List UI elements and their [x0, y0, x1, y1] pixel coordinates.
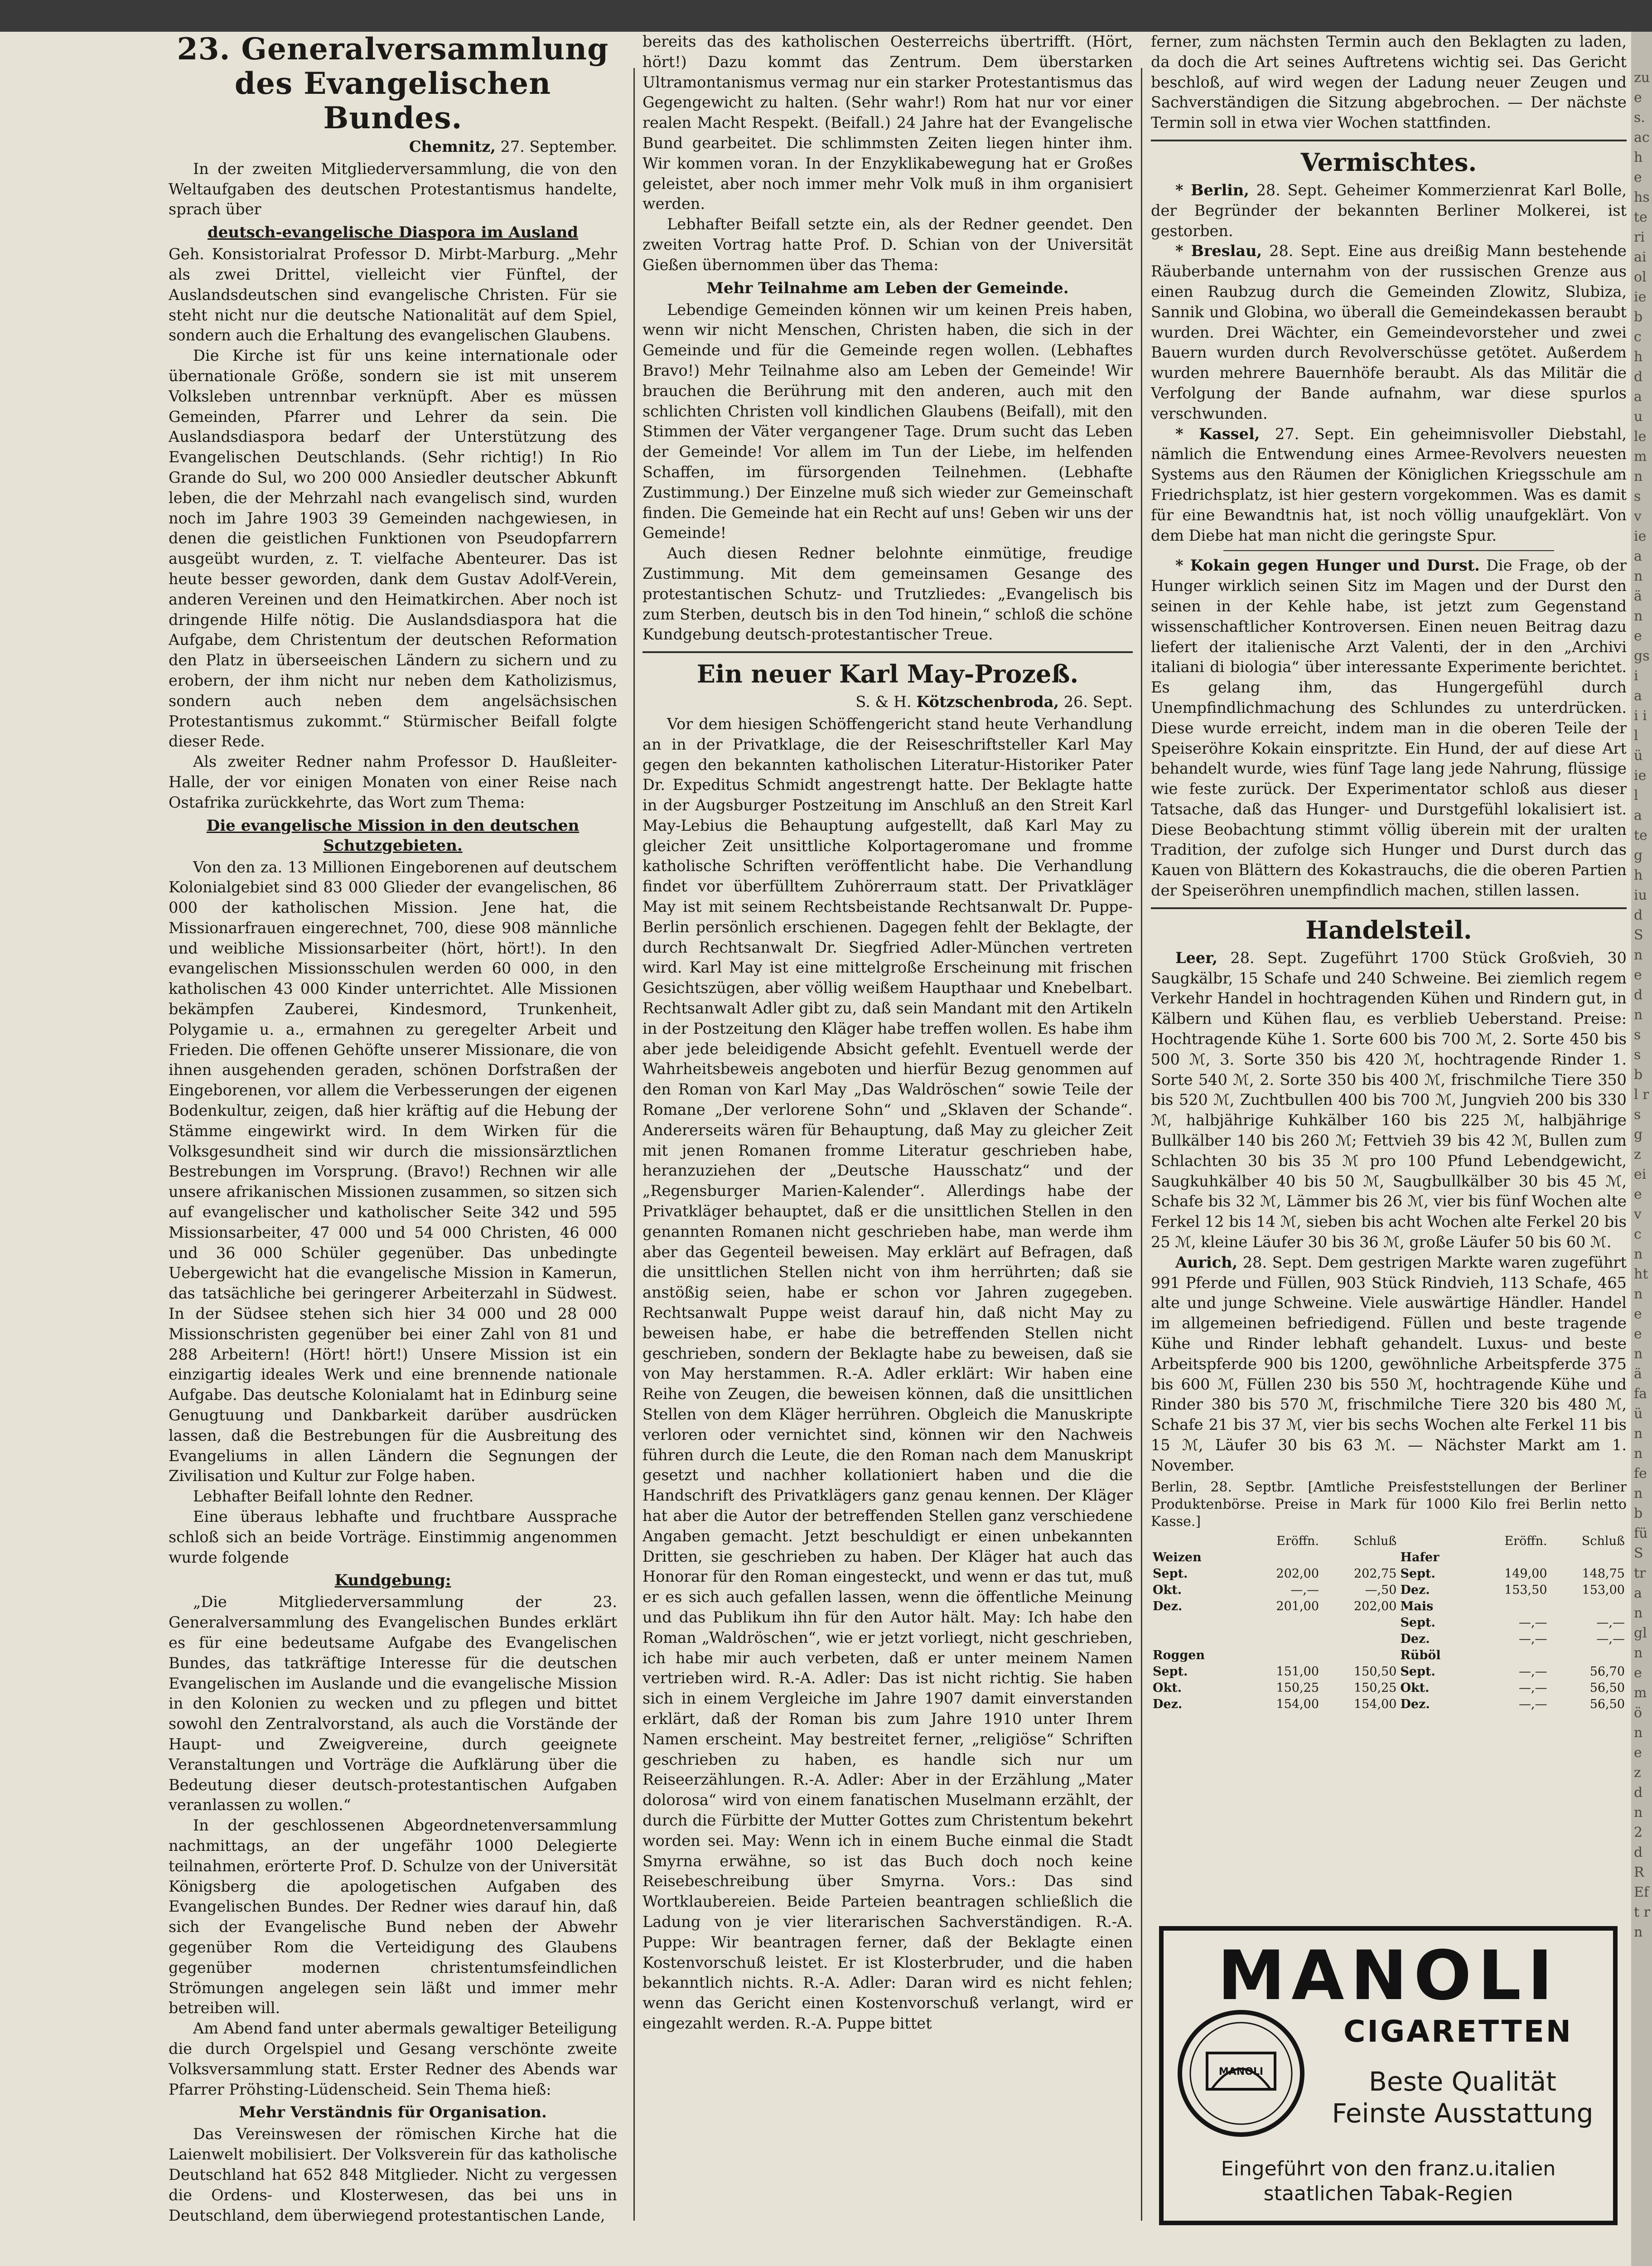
- dateline-place: Kötzschenbroda,: [916, 693, 1059, 711]
- table-row: [1151, 1582, 1627, 1598]
- section-title-trade: Handelsteil.: [1305, 915, 1472, 944]
- ad-tagline-1: Beste Qualität: [1369, 2066, 1556, 2097]
- table-cell: [1244, 1631, 1321, 1647]
- article-title-line1: 23. Generalversammlung: [177, 32, 609, 67]
- ad-footer-2: staatlichen Tabak-Regien: [1263, 2182, 1513, 2205]
- table-cell: Sept.: [1400, 1664, 1435, 1679]
- column-rule-left: [633, 68, 635, 2221]
- dateline-place: Chemnitz,: [409, 138, 496, 155]
- adjacent-page-text: zu es. ache hste ri ai ol ie b ch d au le m n s v ie a n ä ne gs i a i il ü ie l a te g h iu d S n e d n s s b l r s g z ei e v c n ht ne en ä fa ün n fe n b fü S tra n gl n e m ö n e z d n 2 d R Eft rn: [1634, 70, 1650, 1940]
- news-text: 27. Sept. Ein geheimnisvoller Diebstahl, nämlich die Entwendung eines Armee-Revolvers neuesten Systems aus den Räumen der Königlichen Kriegsschule am Friedrichsplatz, ist hier gestern vorgekommen. Was es damit für eine Bewandtnis hat, ist noch völlig unaufgeklärt. Von dem Diebe hat man nicht die geringste Spur.: [1151, 425, 1627, 544]
- table-row: [1151, 1664, 1627, 1680]
- article-title-line2: des Evangelischen Bundes.: [234, 66, 551, 136]
- paragraph: Am Abend fand unter abermals gewaltiger Beteiligung die durch Orgelspiel und Gesang verschönte zweite Volksversammlung statt. Erster Redner des Abends war Pfarrer Pröhsting-Lüdenscheid. Sein Thema hieß:: [169, 2019, 617, 2098]
- table-cell: [1321, 1549, 1398, 1566]
- table-cell: Hafer: [1400, 1550, 1439, 1564]
- item-divider: [1223, 550, 1554, 551]
- table-cell: Dez.: [1153, 1697, 1183, 1711]
- market-text: 28. Sept. Dem gestrigen Markte waren zugeführt 991 Pferde und Füllen, 903 Stück Rindvieh, 113 Schafe, 465 alte und junge Schweine. Viele auswärtige Händler. Handel im allgemeinen befriedigend. Füllen und beste tragende Kühe und Rinder lebhaft gehandelt. Luxus- und beste Arbeitspferde 900 bis 1200, gewöhnliche Arbeitspferde 375 bis 600 ℳ, Füllen 230 bis 550 ℳ, hochtragende Kühe und Rinder 380 bis 570 ℳ, frischmilche Tiere 320 bis 480 ℳ, Schafe 21 bis 37 ℳ, vier bis sechs Wochen alte Ferkel 11 bis 15 ℳ, Läufer 30 bis 63 ℳ. — Nächster Markt am 1. November.: [1151, 1253, 1627, 1474]
- paragraph: Geh. Konsistorialrat Professor D. Mirbt-Marburg. „Mehr als zwei Drittel, vielleicht vier Fünftel, der Auslandsdeutschen sind evangelische Christen. Für sie steht nicht nur die deutsche Nationalität auf dem Spiel, sondern auch die Erhaltung des evangelischen Glaubens.: [169, 245, 617, 344]
- market-text: 28. Sept. Zugeführt 1700 Stück Großvieh, 30 Saugkälbr, 15 Schafe und 240 Schweine. Bei ziemlich regem Verkehr Handel in hochtragenden Kühen und Rindern gut, in Kälbern und Kühen flau, es verblieb Ueberstand. Preise: Hochtragende Kühe 1. Sorte 600 bis 700 ℳ, 2. Sorte 450 bis 500 ℳ, 3. Sorte 350 bis 420 ℳ, hochtragende Rinder 1. Sorte 540 ℳ, 2. Sorte 350 bis 400 ℳ, frischmilche Tiere 350 bis 520 ℳ, Zuchtbullen 400 bis 700 ℳ, Jungvieh 200 bis 330 ℳ, halbjährige Kuhkälber 160 bis 225 ℳ, halbjährige Bullkälber 140 bis 260 ℳ; Fettvieh 39 bis 42 ℳ, Bullen zum Schlachten 30 bis 35 ℳ pro 100 Pfund Lebendgewicht, Saugkuhkälber 40 bis 50 ℳ, Saugbullkälber 30 bis 45 ℳ, Schafe bis 32 ℳ, Lämmer bis 26 ℳ, vier bis fünf Wochen alte Ferkel 12 bis 14 ℳ, sieben bis acht Wochen alte Ferkel 20 bis 25 ℳ, kleine Läufer 30 bis 36 ℳ, große Läufer 50 bis 60 ℳ.: [1151, 949, 1627, 1251]
- table-cell: [1151, 1615, 1244, 1631]
- table-cell: Dez.: [1400, 1632, 1430, 1646]
- table-cell: Sept.: [1400, 1615, 1435, 1630]
- market-report: [1151, 948, 1627, 1253]
- table-cell: 56,70: [1589, 1664, 1625, 1679]
- table-cell: 148,75: [1582, 1566, 1625, 1581]
- subheading: Mehr Teilnahme am Leben der Gemeinde.: [706, 279, 1069, 297]
- table-cell: 153,00: [1582, 1583, 1625, 1597]
- paragraph: In der zweiten Mitgliederversammlung, die von den Weltaufgaben des deutschen Protestantismus handelte, sprach über: [169, 160, 617, 218]
- dateline: [169, 137, 617, 157]
- article-title: Ein neuer Karl May-Prozeß.: [696, 659, 1079, 689]
- table-cell: Okt.: [1400, 1680, 1430, 1695]
- table-cell: [1151, 1631, 1244, 1647]
- section-divider: [1151, 907, 1627, 909]
- market-report: [1151, 1253, 1627, 1476]
- table-cell: [1244, 1549, 1321, 1566]
- table-cell: 56,50: [1589, 1697, 1625, 1711]
- table-cell: Okt.: [1153, 1680, 1182, 1695]
- table-cell: [1244, 1647, 1321, 1664]
- column-header: Eröffn.: [1276, 1534, 1319, 1548]
- exchange-heading: Berlin, 28. Septbr. [Amtliche Preisfeststellungen der Berliner Produktenbörse. Preise in Mark für 1000 Kilo frei Berlin netto Kasse.]: [1151, 1479, 1627, 1530]
- subheading: deutsch-evangelische Diaspora im Ausland: [207, 223, 579, 242]
- paragraph: bereits das des katholischen Oesterreichs übertrifft. (Hört, hört!) Dazu kommt das Zentrum. Dem überstarken Ultramontanismus vermag nur ein starker Protestantismus das Gegengewicht zu halten. (Sehr wahr!) Rom hat nur vor einer realen Macht Respekt. (Beifall.) 24 Jahre hat der Evangelische Bund gearbeitet. Die schlimmsten Zeiten liegen hinter ihm. Wir kommen voran. In der Enzyklikabewegung hat er Großes geleistet, aber noch immer mehr Volk muß in ihm organisiert werden.: [642, 33, 1133, 213]
- column-right: [1151, 32, 1627, 2243]
- table-cell: [1549, 1549, 1627, 1566]
- emblem-lettering: MANOLI: [1218, 2066, 1264, 2077]
- news-item: [1151, 424, 1627, 546]
- paragraph: In der geschlossenen Abgeordnetenversammlung nachmittags, an der ungefähr 1000 Delegierte teilnahmen, erörterte Prof. D. Schulze von der Universität Königsberg die apologetischen Aufgaben des Evangelischen Bundes. Der Redner wies darauf hin, daß sich der Evangelische Bund neben der Abwehr gegenüber Rom die Verteidigung des Glaubens gegenüber modernen christentumsfeindlichen Strömungen angelegen sein läßt und immer mehr betreiben will.: [169, 1816, 617, 2017]
- table-cell: [1549, 1647, 1627, 1664]
- exchange-price-table: [1151, 1533, 1627, 1713]
- column-rule-right: [1141, 68, 1142, 2221]
- table-cell: 201,00: [1276, 1599, 1319, 1613]
- news-place: * Breslau,: [1175, 242, 1262, 260]
- ad-tagline-2: Feinste Ausstattung: [1332, 2098, 1594, 2129]
- dateline-date: 26. Sept.: [1063, 693, 1133, 711]
- ad-footer-1: Eingeführt von den franz.u.italien: [1221, 2157, 1556, 2180]
- news-title: * Kokain gegen Hunger und Durst.: [1175, 557, 1480, 575]
- table-row: [1151, 1631, 1627, 1647]
- paragraph: Von den za. 13 Millionen Eingeborenen auf deutschem Kolonialgebiet sind 83 000 Glieder der evangelischen, 86 000 der katholischen Mission. Jene hat, die Missionarfrauen eingerechnet, 700, diese 908 männliche und weibliche Missionsarbeiter (hört, hört!). In den evangelischen Missionsschulen werden 60 000, in den katholischen 43 000 Kinder unterrichtet. Alle Missionen bekämpfen Zauberei, Kindesmord, Trunkenheit, Polygamie u. a., ermahnen zu geregelter Arbeit und Frieden. Die offenen Gehöfte unserer Missionare, die von ihnen ausgehenden geraden, schönen Dorfstraßen der Eingeborenen, vor allem die Verbesserungen der eigenen Bodenkultur, zeigen, daß hier kräftig auf die Hebung der Stämme eingewirkt wird. In dem Wirken für die Volksgesundheit sind wir durch die missionsärztlichen Bestrebungen im Vorsprung. (Bravo!) Rechnen wir alle unsere afrikanischen Missionen zusammen, so sitzen sich auf evangelischer und katholischer Seite 342 und 595 Missionsarbeiter, 47 000 und 54 000 Christen, 46 000 und 36 000 Schüler gegenüber. Das unbedingte Uebergewicht hat die evangelische Mission in Kamerun, das tatsächliche bei geringerer Arbeiterzahl in Südwest. In der Südsee stehen sich hier 34 000 und 28 000 Missionschristen gegenüber bei einer Zahl von 81 und 288 Arbeitern! (Hört! hört!) Unsere Mission ist ein einzigartig ideales Werk und eine brennende nationale Aufgabe. Das deutsche Kolonialamt hat in Edinburg seine Genugtuung und Dankbarkeit darüber ausdrücken lassen, daß die Bestrebungen für die Ausbreitung des Evangeliums in allen Ländern die Segnungen der Zivilisation und Kultur zur Folge haben.: [169, 858, 617, 1485]
- table-cell: Okt.: [1153, 1583, 1182, 1597]
- section-divider: [642, 651, 1133, 653]
- table-cell: —,—: [1518, 1680, 1547, 1695]
- table-cell: Weizen: [1153, 1550, 1202, 1564]
- table-cell: Dez.: [1400, 1697, 1430, 1711]
- paragraph: Lebhafter Beifall setzte ein, als der Redner geendet. Den zweiten Vortrag hatte Prof. D. Schian von der Universität Gießen übernommen über das Thema:: [642, 215, 1133, 274]
- table-row: [1151, 1549, 1627, 1566]
- table-cell: Sept.: [1153, 1664, 1188, 1679]
- column-middle: [642, 32, 1133, 2243]
- table-row: [1151, 1680, 1627, 1696]
- table-cell: —,—: [1596, 1615, 1625, 1630]
- table-cell: 153,50: [1504, 1583, 1547, 1597]
- table-cell: [1321, 1631, 1398, 1647]
- news-item: [1151, 556, 1627, 901]
- table-cell: Mais: [1400, 1599, 1434, 1613]
- table-cell: 154,00: [1353, 1697, 1397, 1711]
- table-row: [1151, 1598, 1627, 1615]
- subheading: Die evangelische Mission in den deutschen Schutzgebieten.: [206, 816, 580, 855]
- paragraph: Die Kirche ist für uns keine internationale oder übernationale Größe, sondern sie ist mit unserem Volksleben untrennbar verknüpft. Aber es müssen Gemeinden, Pfarrer und Lehrer da sein. Die Auslandsdiaspora bedarf der Unterstützung des Evangelischen Deutschlands. (Sehr richtig!) In Rio Grande do Sul, wo 200 000 Ansiedler deutscher Abkunft leben, die der Mehrzahl nach evangelisch sind, wurden noch im Jahre 1903 39 Gemeinden nachgewiesen, in denen die geistlichen Funktionen von Pseudopfarrern ausgeübt wurden, z. T. vielfache Abenteurer. Das ist heute besser geworden, dank dem Gustav Adolf-Verein, anderen Vereinen und den Heimatkirchen. Aber noch ist dringende Hilfe nötig. Die Auslandsdiaspora hat die Aufgabe, dem Christentum der deutschen Reformation den Platz in überseeischen Ländern zu sichern und zu erobern, der ihm nicht nur neben dem Katholizismus, sondern auch neben dem angelsächsischen Protestantismus zukommt.“ Stürmischer Beifall folgte dieser Rede.: [169, 347, 617, 750]
- table-row: [1151, 1647, 1627, 1664]
- table-row: [1151, 1615, 1627, 1631]
- paragraph: Auch diesen Redner belohnte einmütige, freudige Zustimmung. Mit dem gemeinsamen Gesange des protestantischen Schutz- und Trutzliedes: „Evangelisch bis zum Sterben, deutsch bis in den Tod hinein,“ schloß die schöne Kundgebung deutsch-protestantischer Treue.: [642, 544, 1133, 644]
- dateline: [642, 692, 1133, 712]
- table-row: [1151, 1696, 1627, 1713]
- table-cell: [1472, 1598, 1549, 1615]
- paragraph: „Die Mitgliederversammlung der 23. Generalversammlung des Evangelischen Bundes erklärt es für eine bedeutsame Aufgabe des Evangelischen Bundes, das tatkräftige Interesse für die deutschen Evangelischen im Auslande und die evangelische Mission in den Kolonien zu wecken und zu pflegen und bittet sowohl den Zentralvorstand, als auch die Vorstände der Haupt- und Zweigvereine, durch geeignete Veranstaltungen und Vorträge die Aufklärung über die Bedeutung dieser deutsch-protestantischen Aufgaben veranlassen zu wollen.“: [169, 1593, 617, 1814]
- section-title-misc: Vermischtes.: [1300, 147, 1477, 177]
- tobacco-emblem-icon: [1175, 1999, 1307, 2148]
- table-cell: 151,00: [1276, 1664, 1319, 1679]
- table-cell: [1321, 1647, 1398, 1664]
- table-cell: [1472, 1549, 1549, 1566]
- paragraph: Als zweiter Redner nahm Professor D. Haußleiter-Halle, der vor einigen Monaten von einer Reise nach Ostafrika zurückkehrte, das Wort zum Thema:: [169, 753, 617, 811]
- paragraph: Vor dem hiesigen Schöffengericht stand heute Verhandlung an in der Privatklage, die der Reiseschriftsteller Karl May gegen den bekannten katholischen Literatur-Historiker Pater Dr. Expeditus Schmidt angestrengt hatte. Der Beklagte hatte in der Augsburger Postzeitung im Anschluß an den Streit Karl May-Lebius die Behauptung aufgestellt, daß Karl May zu gleicher Zeit unsittliche Kolportageromane und fromme katholische Schriften veröffentlicht habe. Die Verhandlung findet vor überfülltem Zuhörerraum statt. Der Privatkläger May ist mit seinem Rechtsbeistande Rechtsanwalt Dr. Puppe-Berlin persönlich erschienen. Dagegen fehlt der Beklagte, der durch Rechtsanwalt Dr. Siegfried Adler-München vertreten wird. Karl May ist eine mittelgroße Erscheinung mit frischen Gesichtszügen, aber völlig weißem Haupthaar und Knebelbart. Rechtsanwalt Adler gibt zu, daß sein Mandant mit den Artikeln in der Postzeitung den Kläger habe treffen wollen. Es habe ihm aber jede beleidigende Absicht gefehlt. Eventuell werde der Wahrheitsbeweis angeboten und hierfür Bezug genommen auf den Roman von Karl May „Das Waldröschen“ sowie Teile der Romane „Der verlorene Sohn“ und „Sklaven der Schande“. Andererseits wären für Behauptung, daß May zu gleicher Zeit mit jenen Romanen fromme Literatur geschrieben habe, heranzuziehen der „Deutsche Hausschatz“ und der „Regensburger Marien-Kalender“. Allerdings habe der Privatkläger behauptet, daß er die unsittlichen Stellen in den genannten Romanen nicht geschrieben habe, man werde ihm aber das Gegenteil beweisen. May erklärt auf Befragen, daß die unsittlichen Stellen nicht von ihm herrührten; daß sie anstößig seien, habe er schon vor Jahren zugegeben. Rechtsanwalt Puppe weist darauf hin, daß nicht May zu beweisen habe, er habe die betreffenden Stellen nicht geschrieben, sondern der Beklagte habe zu beweisen, daß sie von May herstammen. R.-A. Adler erklärt: Wir haben eine Reihe von Zeugen, die beweisen können, daß die unsittlichen Stellen von dem Kläger herrühren. Obgleich die Manuskripte verloren oder vernichtet sind, können wir den Nachweis führen durch die Leute, die den Roman nach dem Manuskript gesetzt und nachher kollationiert haben und die die Handschrift des Privatklägers ganz genau kennen. Der Kläger hat aber die Autor der betreffenden Stellen ganz verschiedene Angaben gemacht. Jetzt beschuldigt er einen unbekannten Dritten, sie geschrieben zu haben. Der Kläger hat auch das Honorar für den Roman eingesteckt, und wenn er das tut, muß er es sich auch gefallen lassen, wenn die öffentliche Meinung und das Publikum ihn für den Autor hält. May: Ich habe den Roman „Waldröschen“, wie er jetzt vorliegt, nicht geschrieben, ich habe mir auch verbeten, daß er unter meinem Namen vertrieben wird. R.-A. Adler: Das ist nicht richtig. Sie haben sich in einem Vergleiche im Jahre 1907 damit einverstanden erklärt, daß der Roman bis zum Jahre 1910 unter Ihrem Namen erscheint. May bestreitet ferner, „religiöse“ Schriften geschrieben zu haben, es handle sich nur um Reiseerzählungen. R.-A. Adler: Aber in der Erzählung „Mater dolorosa“ wird von einem fanatischen Muselmann erzählt, der durch die Fürbitte der Mutter Gottes zum Christentum bekehrt worden sei. May: Wenn ich in einem Buche einmal die Stadt Smyrna erwähne, so ist das Buch doch noch keine Reisebeschreibung über Smyrna. Vors.: Das sind Wortklaubereien. Beide Parteien beantragen schließlich die Ladung von je vier literarischen Sachverständigen. R.-A. Puppe: Wir beantragen ferner, daß der Beklagte einen Kostenvorschuß leistet. Er ist Klosterbruder, und die haben bekanntlich nichts. R.-A. Adler: Daran wird es nicht fehlen; wenn das Gericht einen Kostenvorschuß verlangt, wird er eingezahlt werden. R.-A. Puppe bittet: [642, 715, 1133, 2032]
- ad-subbrand: CIGARETTEN: [1343, 2014, 1573, 2049]
- manoli-advertisement: [1159, 1926, 1618, 2225]
- news-place: * Berlin,: [1175, 181, 1249, 199]
- paragraph: Das Vereinswesen der römischen Kirche hat die Laienwelt mobilisiert. Der Volksverein für das katholische Deutschland hat 652 848 Mitglieder. Nicht zu vergessen die Ordens- und Klosterwesen, das bei uns in Deutschland, dem überwiegend protestantischen Lande,: [169, 2125, 617, 2224]
- dateline-source: S. & H.: [855, 693, 912, 711]
- news-item: [1151, 180, 1627, 241]
- market-place: Leer,: [1175, 949, 1218, 967]
- table-cell: Dez.: [1400, 1583, 1430, 1597]
- table-cell: —,—: [1290, 1583, 1319, 1597]
- paragraph: Lebhafter Beifall lohnte den Redner.: [193, 1487, 474, 1506]
- subheading: Mehr Verständnis für Organisation.: [239, 2103, 547, 2122]
- table-cell: 149,00: [1504, 1566, 1547, 1581]
- table-cell: 202,75: [1353, 1566, 1397, 1581]
- table-cell: Roggen: [1153, 1648, 1205, 1662]
- news-text: Die Frage, ob der Hunger wirklich seinen Sitz im Magen und der Durst den seinen in der Kehle habe, ist jetzt zum Gegenstand wissenschaftlicher Kontroversen. Einen neuen Beitrag dazu liefert der italienische Arzt Valenti, der in den „Archivi italiani di biologia“ über interessante Experimente berichtet. Es gelang ihm, das Hungergefühl durch Unempfindlichmachung des Schlundes zu unterdrücken. Diese wurde erreicht, indem man in die oberen Teile der Speiseröhre Kokain einspritzte. Ein Hund, der auf diese Art behandelt wurde, wies fünf Tage lang jede Nahrung, flüssige wie feste zurück. Der Experimentator schloß aus dieser Tatsache, daß das Hunger- und Durstgefühl lokalisiert ist. Diese Beobachtung stimmt völlig überein mit der uralten Tradition, der zufolge sich Hunger und Durst durch das Kauen von Blättern des Kokastrauchs, die die oberen Partien der Speiseröhren unempfindlich machen, stillen lassen.: [1151, 557, 1627, 900]
- paragraph: ferner, zum nächsten Termin auch den Beklagten zu laden, da doch die Art seines Auftretens wichtig sei. Das Gericht beschloß, auf wird wegen der Ladung neuer Zeugen und Sachverständigen die Sitzung abgebrochen. — Der nächste Termin soll in etwa vier Wochen stattfinden.: [1151, 33, 1627, 132]
- paragraph: Eine überaus lebhafte und fruchtbare Aussprache schloß sich an beide Vorträge. Einstimmig angenommen wurde folgende: [169, 1508, 617, 1566]
- subheading: Kundgebung:: [334, 1571, 451, 1590]
- news-text: 28. Sept. Geheimer Kommerzienrat Karl Bolle, der Begründer der bekannten Berliner Molkerei, ist gestorben.: [1151, 181, 1627, 240]
- news-place: * Kassel,: [1175, 425, 1260, 443]
- dateline-date: 27. September.: [500, 138, 617, 155]
- table-cell: [1549, 1598, 1627, 1615]
- table-cell: —,—: [1596, 1632, 1625, 1646]
- table-cell: —,—: [1518, 1632, 1547, 1646]
- table-cell: [1472, 1647, 1549, 1664]
- column-header: Schluß: [1353, 1534, 1397, 1548]
- table-cell: 150,25: [1276, 1680, 1319, 1695]
- table-cell: [1244, 1615, 1321, 1631]
- ad-brand: MANOLI: [1217, 1937, 1559, 2015]
- table-cell: 150,50: [1353, 1664, 1397, 1679]
- table-cell: Dez.: [1153, 1599, 1183, 1613]
- table-row: [1151, 1566, 1627, 1582]
- column-header: Eröffn.: [1504, 1534, 1547, 1548]
- table-cell: 202,00: [1276, 1566, 1319, 1581]
- table-cell: —,—: [1518, 1615, 1547, 1630]
- table-cell: 150,25: [1353, 1680, 1397, 1695]
- news-item: [1151, 241, 1627, 424]
- column-header: Schluß: [1581, 1534, 1625, 1548]
- column-left: [169, 32, 617, 2239]
- table-cell: —,—: [1518, 1697, 1547, 1711]
- table-cell: Sept.: [1153, 1566, 1188, 1581]
- paragraph: Lebendige Gemeinden können wir um keinen Preis haben, wenn wir nicht Menschen, Christen haben, die sich in der Gemeinde und für die Gemeinde regen wollen. (Lebhaftes Bravo!) Mehr Teilnahme also am Leben der Gemeinde! Wir brauchen die Berührung mit den anderen, auch mit den schlichten Christen voll kindlichen Glaubens (Beifall), mit den Stimmen der Väter vergangener Tage. Drum sucht das Leben der Gemeinde! Vor allem im Tun der Liebe, im helfenden Schaffen, im fürsorgenden Teilnehmen. (Lebhafte Zustimmung.) Der Einzelne muß sich wieder zur Gemeinschaft finden. Die Gemeinde hat ein Recht auf uns! Geben wir uns der Gemeinde!: [642, 300, 1133, 542]
- table-cell: Rüböl: [1400, 1648, 1441, 1662]
- table-cell: [1321, 1615, 1398, 1631]
- section-divider: [1151, 140, 1627, 141]
- table-cell: —,50: [1365, 1583, 1397, 1597]
- market-place: Aurich,: [1175, 1253, 1238, 1271]
- table-cell: Sept.: [1400, 1566, 1435, 1581]
- table-cell: —,—: [1518, 1664, 1547, 1679]
- table-cell: 202,00: [1353, 1599, 1397, 1613]
- table-cell: 154,00: [1276, 1697, 1319, 1711]
- table-header-row: [1151, 1533, 1627, 1549]
- news-text: 28. Sept. Eine aus dreißig Mann bestehende Räuberbande unternahm von der russischen Grenze aus einen Raubzug durch die Gemeinden Zlowitz, Slubiza, Sannik und Globina, wo überall die Gemeindekassen beraubt wurden. Drei Wächter, ein Gemeindevorsteher und zwei Bauern wurden durch Revolverschüsse getötet. Außerdem wurden mehrere Bauernhöfe beraubt. Als das Militär die Verfolgung der Bande aufnahm, war diese spurlos verschwunden.: [1151, 242, 1627, 422]
- table-cell: 56,50: [1589, 1680, 1625, 1695]
